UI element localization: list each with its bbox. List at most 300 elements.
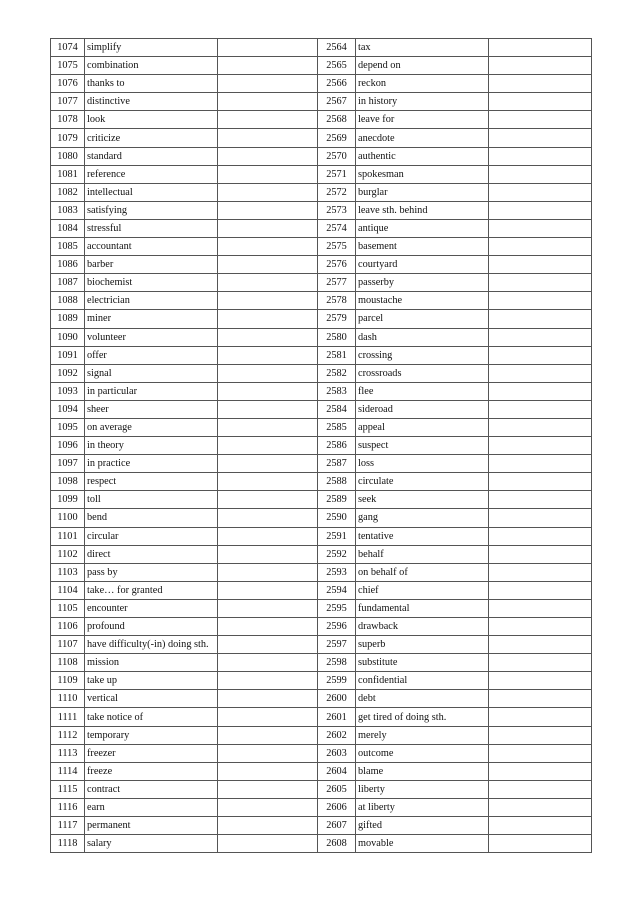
entry-number-left: 1108 [51, 654, 85, 672]
entry-word-right: authentic [356, 147, 489, 165]
table-row [51, 147, 592, 165]
answer-cell-left [218, 238, 318, 256]
answer-cell-right [489, 418, 592, 436]
table-row [51, 328, 592, 346]
answer-cell-right [489, 744, 592, 762]
entry-number-right: 2586 [318, 437, 356, 455]
answer-cell-left [218, 672, 318, 690]
answer-cell-right [489, 581, 592, 599]
entry-number-right: 2608 [318, 835, 356, 853]
entry-word-left: stressful [85, 219, 218, 237]
table-row [51, 708, 592, 726]
answer-cell-right [489, 437, 592, 455]
answer-cell-right [489, 165, 592, 183]
table-row [51, 835, 592, 853]
entry-word-right: antique [356, 219, 489, 237]
entry-word-right: merely [356, 726, 489, 744]
answer-cell-left [218, 129, 318, 147]
answer-cell-left [218, 437, 318, 455]
table-row [51, 437, 592, 455]
entry-word-left: mission [85, 654, 218, 672]
entry-number-right: 2576 [318, 256, 356, 274]
entry-number-right: 2601 [318, 708, 356, 726]
entry-word-left: miner [85, 310, 218, 328]
answer-cell-right [489, 636, 592, 654]
entry-number-left: 1104 [51, 581, 85, 599]
answer-cell-left [218, 708, 318, 726]
table-row [51, 473, 592, 491]
entry-word-right: loss [356, 455, 489, 473]
entry-number-left: 1098 [51, 473, 85, 491]
answer-cell-left [218, 744, 318, 762]
table-row [51, 183, 592, 201]
answer-cell-right [489, 75, 592, 93]
entry-number-right: 2589 [318, 491, 356, 509]
answer-cell-right [489, 599, 592, 617]
entry-word-right: moustache [356, 292, 489, 310]
answer-cell-left [218, 473, 318, 491]
entry-number-left: 1109 [51, 672, 85, 690]
table-row [51, 780, 592, 798]
entry-number-right: 2581 [318, 346, 356, 364]
answer-cell-right [489, 129, 592, 147]
entry-word-left: look [85, 111, 218, 129]
entry-number-right: 2590 [318, 509, 356, 527]
entry-word-left: vertical [85, 690, 218, 708]
answer-cell-left [218, 545, 318, 563]
entry-word-right: chief [356, 581, 489, 599]
table-row [51, 726, 592, 744]
entry-number-right: 2584 [318, 400, 356, 418]
entry-number-left: 1101 [51, 527, 85, 545]
entry-word-left: simplify [85, 39, 218, 57]
entry-number-left: 1107 [51, 636, 85, 654]
answer-cell-left [218, 418, 318, 436]
table-row [51, 563, 592, 581]
table-row [51, 310, 592, 328]
answer-cell-left [218, 93, 318, 111]
answer-cell-left [218, 654, 318, 672]
answer-cell-left [218, 726, 318, 744]
entry-number-right: 2596 [318, 618, 356, 636]
table-row [51, 75, 592, 93]
table-row [51, 690, 592, 708]
entry-word-right: leave for [356, 111, 489, 129]
answer-cell-left [218, 400, 318, 418]
entry-word-left: toll [85, 491, 218, 509]
entry-number-right: 2577 [318, 274, 356, 292]
answer-cell-right [489, 310, 592, 328]
entry-word-right: passerby [356, 274, 489, 292]
entry-number-right: 2575 [318, 238, 356, 256]
entry-number-left: 1086 [51, 256, 85, 274]
answer-cell-left [218, 183, 318, 201]
entry-word-right: superb [356, 636, 489, 654]
entry-number-right: 2602 [318, 726, 356, 744]
answer-cell-right [489, 328, 592, 346]
table-row [51, 491, 592, 509]
entry-number-right: 2597 [318, 636, 356, 654]
entry-word-right: in history [356, 93, 489, 111]
entry-word-left: respect [85, 473, 218, 491]
answer-cell-left [218, 328, 318, 346]
entry-word-left: combination [85, 57, 218, 75]
entry-word-right: anecdote [356, 129, 489, 147]
answer-cell-left [218, 274, 318, 292]
table-row [51, 274, 592, 292]
answer-cell-left [218, 39, 318, 57]
entry-word-right: spokesman [356, 165, 489, 183]
answer-cell-right [489, 292, 592, 310]
table-row [51, 165, 592, 183]
entry-number-right: 2588 [318, 473, 356, 491]
entry-number-left: 1089 [51, 310, 85, 328]
entry-number-right: 2573 [318, 201, 356, 219]
table-row [51, 418, 592, 436]
answer-cell-right [489, 690, 592, 708]
entry-number-left: 1090 [51, 328, 85, 346]
answer-cell-left [218, 147, 318, 165]
entry-word-right: appeal [356, 418, 489, 436]
entry-word-left: standard [85, 147, 218, 165]
entry-number-left: 1087 [51, 274, 85, 292]
answer-cell-right [489, 382, 592, 400]
entry-word-left: electrician [85, 292, 218, 310]
entry-word-left: pass by [85, 563, 218, 581]
answer-cell-left [218, 835, 318, 853]
entry-word-right: suspect [356, 437, 489, 455]
entry-number-right: 2564 [318, 39, 356, 57]
entry-number-left: 1074 [51, 39, 85, 57]
entry-word-left: bend [85, 509, 218, 527]
answer-cell-left [218, 636, 318, 654]
entry-word-right: confidential [356, 672, 489, 690]
entry-number-left: 1091 [51, 346, 85, 364]
answer-cell-left [218, 798, 318, 816]
table-row [51, 129, 592, 147]
entry-word-left: freeze [85, 762, 218, 780]
entry-number-left: 1115 [51, 780, 85, 798]
entry-word-left: in practice [85, 455, 218, 473]
entry-number-left: 1085 [51, 238, 85, 256]
entry-number-left: 1075 [51, 57, 85, 75]
answer-cell-right [489, 545, 592, 563]
answer-cell-right [489, 274, 592, 292]
answer-cell-right [489, 111, 592, 129]
answer-cell-left [218, 817, 318, 835]
answer-cell-left [218, 75, 318, 93]
vocabulary-table [50, 38, 592, 853]
answer-cell-left [218, 201, 318, 219]
entry-number-left: 1076 [51, 75, 85, 93]
table-row [51, 201, 592, 219]
entry-number-left: 1118 [51, 835, 85, 853]
entry-number-left: 1093 [51, 382, 85, 400]
table-row [51, 527, 592, 545]
entry-word-left: reference [85, 165, 218, 183]
entry-word-left: intellectual [85, 183, 218, 201]
entry-word-left: barber [85, 256, 218, 274]
entry-word-right: gifted [356, 817, 489, 835]
answer-cell-right [489, 798, 592, 816]
answer-cell-right [489, 762, 592, 780]
entry-word-right: on behalf of [356, 563, 489, 581]
entry-word-left: on average [85, 418, 218, 436]
answer-cell-left [218, 310, 318, 328]
entry-number-left: 1092 [51, 364, 85, 382]
answer-cell-left [218, 762, 318, 780]
entry-number-left: 1079 [51, 129, 85, 147]
entry-number-left: 1110 [51, 690, 85, 708]
entry-word-left: biochemist [85, 274, 218, 292]
table-row [51, 292, 592, 310]
entry-number-right: 2572 [318, 183, 356, 201]
entry-word-right: burglar [356, 183, 489, 201]
entry-number-left: 1099 [51, 491, 85, 509]
entry-number-right: 2598 [318, 654, 356, 672]
entry-number-right: 2606 [318, 798, 356, 816]
entry-word-right: blame [356, 762, 489, 780]
answer-cell-right [489, 672, 592, 690]
entry-word-left: temporary [85, 726, 218, 744]
answer-cell-left [218, 780, 318, 798]
entry-word-left: distinctive [85, 93, 218, 111]
entry-number-right: 2565 [318, 57, 356, 75]
answer-cell-left [218, 690, 318, 708]
entry-number-right: 2585 [318, 418, 356, 436]
entry-word-left: circular [85, 527, 218, 545]
entry-number-left: 1096 [51, 437, 85, 455]
entry-word-right: outcome [356, 744, 489, 762]
vocabulary-table-body [51, 39, 592, 853]
entry-word-right: courtyard [356, 256, 489, 274]
entry-word-left: offer [85, 346, 218, 364]
entry-word-right: liberty [356, 780, 489, 798]
entry-word-right: leave sth. behind [356, 201, 489, 219]
entry-number-right: 2591 [318, 527, 356, 545]
entry-word-left: contract [85, 780, 218, 798]
table-row [51, 346, 592, 364]
answer-cell-right [489, 256, 592, 274]
entry-number-left: 1116 [51, 798, 85, 816]
entry-number-left: 1117 [51, 817, 85, 835]
entry-word-left: encounter [85, 599, 218, 617]
table-row [51, 57, 592, 75]
table-row [51, 509, 592, 527]
entry-number-left: 1112 [51, 726, 85, 744]
entry-word-right: depend on [356, 57, 489, 75]
answer-cell-left [218, 509, 318, 527]
table-row [51, 798, 592, 816]
entry-word-left: salary [85, 835, 218, 853]
answer-cell-left [218, 256, 318, 274]
answer-cell-right [489, 491, 592, 509]
entry-word-right: sideroad [356, 400, 489, 418]
entry-number-right: 2605 [318, 780, 356, 798]
entry-number-right: 2568 [318, 111, 356, 129]
answer-cell-right [489, 364, 592, 382]
entry-word-left: profound [85, 618, 218, 636]
answer-cell-right [489, 835, 592, 853]
answer-cell-left [218, 346, 318, 364]
answer-cell-right [489, 219, 592, 237]
answer-cell-left [218, 491, 318, 509]
table-row [51, 238, 592, 256]
table-row [51, 545, 592, 563]
entry-number-left: 1082 [51, 183, 85, 201]
entry-word-left: freezer [85, 744, 218, 762]
entry-number-right: 2580 [318, 328, 356, 346]
entry-number-left: 1080 [51, 147, 85, 165]
entry-number-right: 2582 [318, 364, 356, 382]
entry-word-right: tentative [356, 527, 489, 545]
entry-number-left: 1103 [51, 563, 85, 581]
entry-word-left: permanent [85, 817, 218, 835]
table-row [51, 256, 592, 274]
table-row [51, 672, 592, 690]
entry-number-right: 2599 [318, 672, 356, 690]
entry-word-left: in particular [85, 382, 218, 400]
answer-cell-right [489, 201, 592, 219]
entry-word-right: circulate [356, 473, 489, 491]
table-row [51, 618, 592, 636]
entry-number-left: 1088 [51, 292, 85, 310]
entry-word-left: direct [85, 545, 218, 563]
entry-word-left: accountant [85, 238, 218, 256]
entry-word-right: drawback [356, 618, 489, 636]
entry-word-left: have difficulty(-in) doing sth. [85, 636, 218, 654]
entry-number-right: 2567 [318, 93, 356, 111]
entry-number-left: 1077 [51, 93, 85, 111]
answer-cell-left [218, 455, 318, 473]
entry-word-right: tax [356, 39, 489, 57]
table-row [51, 382, 592, 400]
answer-cell-left [218, 599, 318, 617]
answer-cell-right [489, 817, 592, 835]
answer-cell-left [218, 57, 318, 75]
entry-word-right: movable [356, 835, 489, 853]
table-row [51, 817, 592, 835]
table-row [51, 744, 592, 762]
entry-word-right: parcel [356, 310, 489, 328]
entry-number-right: 2593 [318, 563, 356, 581]
entry-number-right: 2594 [318, 581, 356, 599]
entry-number-right: 2607 [318, 817, 356, 835]
entry-number-right: 2574 [318, 219, 356, 237]
entry-word-left: criticize [85, 129, 218, 147]
answer-cell-left [218, 563, 318, 581]
entry-number-right: 2603 [318, 744, 356, 762]
entry-word-right: dash [356, 328, 489, 346]
answer-cell-left [218, 618, 318, 636]
answer-cell-right [489, 147, 592, 165]
entry-number-right: 2600 [318, 690, 356, 708]
entry-word-right: gang [356, 509, 489, 527]
table-row [51, 111, 592, 129]
answer-cell-right [489, 563, 592, 581]
entry-number-left: 1078 [51, 111, 85, 129]
answer-cell-right [489, 183, 592, 201]
entry-word-right: seek [356, 491, 489, 509]
entry-number-right: 2571 [318, 165, 356, 183]
entry-number-left: 1111 [51, 708, 85, 726]
table-row [51, 455, 592, 473]
entry-number-right: 2595 [318, 599, 356, 617]
answer-cell-right [489, 780, 592, 798]
entry-number-right: 2592 [318, 545, 356, 563]
answer-cell-right [489, 509, 592, 527]
entry-number-right: 2604 [318, 762, 356, 780]
answer-cell-right [489, 238, 592, 256]
answer-cell-right [489, 39, 592, 57]
answer-cell-right [489, 93, 592, 111]
entry-number-right: 2566 [318, 75, 356, 93]
entry-word-left: sheer [85, 400, 218, 418]
table-row [51, 219, 592, 237]
entry-word-right: basement [356, 238, 489, 256]
entry-number-left: 1113 [51, 744, 85, 762]
table-row [51, 39, 592, 57]
entry-number-left: 1083 [51, 201, 85, 219]
table-row [51, 636, 592, 654]
entry-word-left: thanks to [85, 75, 218, 93]
entry-number-right: 2570 [318, 147, 356, 165]
table-row [51, 654, 592, 672]
table-row [51, 581, 592, 599]
entry-word-right: debt [356, 690, 489, 708]
answer-cell-left [218, 581, 318, 599]
entry-word-right: flee [356, 382, 489, 400]
entry-word-right: fundamental [356, 599, 489, 617]
entry-number-right: 2569 [318, 129, 356, 147]
entry-number-left: 1095 [51, 418, 85, 436]
entry-word-left: in theory [85, 437, 218, 455]
entry-number-left: 1100 [51, 509, 85, 527]
entry-word-right: reckon [356, 75, 489, 93]
entry-word-right: get tired of doing sth. [356, 708, 489, 726]
entry-number-left: 1081 [51, 165, 85, 183]
table-row [51, 364, 592, 382]
entry-word-right: crossing [356, 346, 489, 364]
entry-word-left: take… for granted [85, 581, 218, 599]
entry-number-left: 1097 [51, 455, 85, 473]
answer-cell-left [218, 382, 318, 400]
entry-word-right: at liberty [356, 798, 489, 816]
answer-cell-left [218, 527, 318, 545]
entry-number-left: 1102 [51, 545, 85, 563]
answer-cell-right [489, 473, 592, 491]
entry-number-right: 2583 [318, 382, 356, 400]
answer-cell-left [218, 292, 318, 310]
answer-cell-right [489, 346, 592, 364]
answer-cell-right [489, 400, 592, 418]
entry-word-left: signal [85, 364, 218, 382]
answer-cell-right [489, 726, 592, 744]
answer-cell-right [489, 57, 592, 75]
entry-word-left: take up [85, 672, 218, 690]
answer-cell-right [489, 527, 592, 545]
entry-number-left: 1094 [51, 400, 85, 418]
answer-cell-left [218, 219, 318, 237]
entry-word-left: satisfying [85, 201, 218, 219]
answer-cell-right [489, 618, 592, 636]
answer-cell-left [218, 165, 318, 183]
table-row [51, 762, 592, 780]
entry-number-left: 1084 [51, 219, 85, 237]
entry-number-left: 1114 [51, 762, 85, 780]
answer-cell-left [218, 364, 318, 382]
entry-number-right: 2578 [318, 292, 356, 310]
